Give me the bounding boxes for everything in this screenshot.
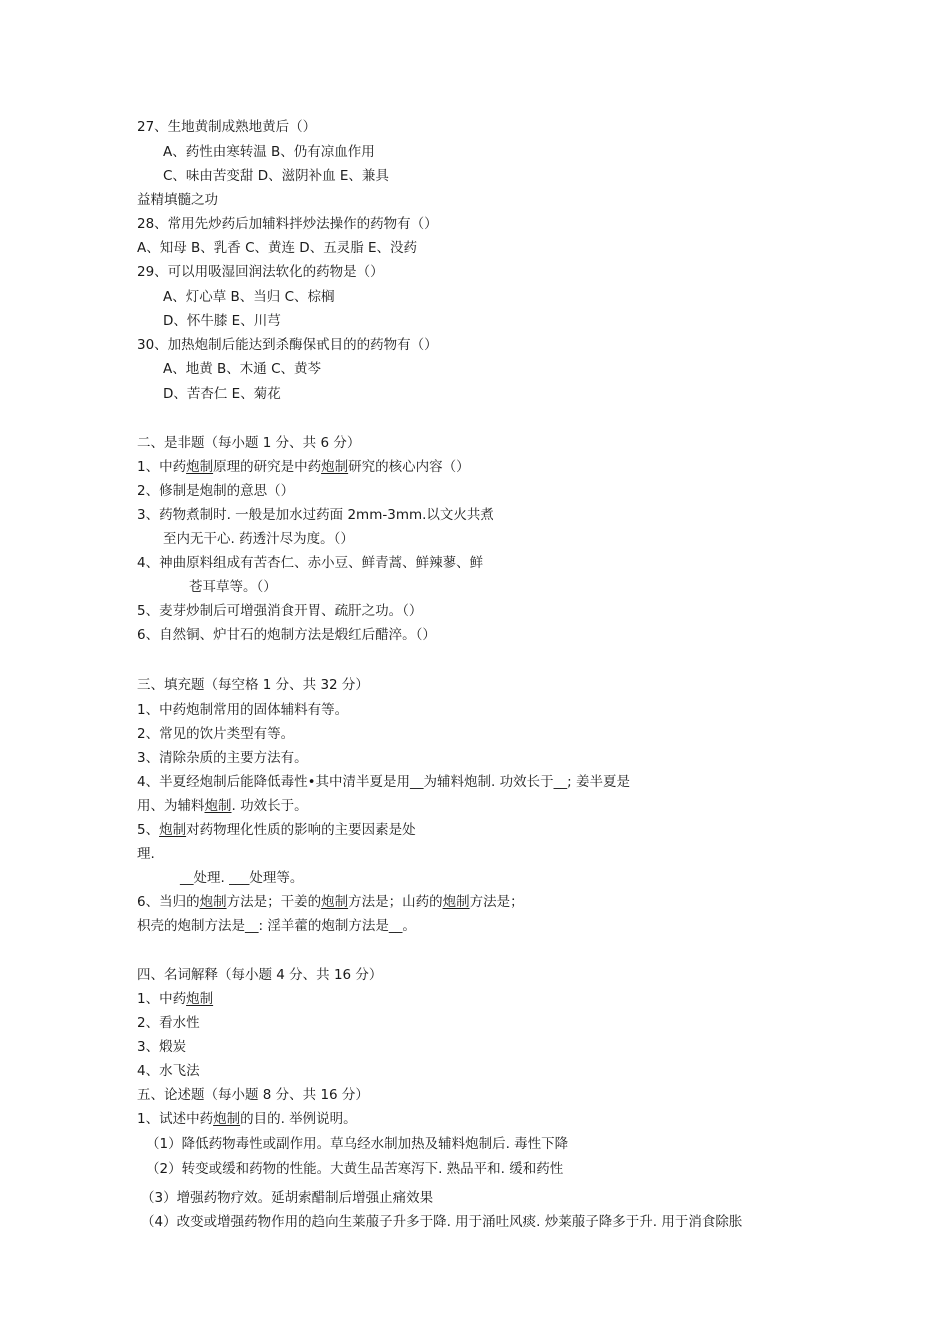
fill-blank-6: 6、当归的炮制方法是；干姜的炮制方法是；山药的炮制方法是； xyxy=(137,894,524,910)
question-27-options-cde: C、味由苦变甜 D、滋阴补血 E、兼具 xyxy=(163,168,389,184)
question-27-continuation: 益精填髓之功 xyxy=(137,192,218,208)
section-2-title: 二、是非题（每小题 1 分、共 6 分） xyxy=(137,435,361,451)
essay-1-point-3: （3）增强药物疗效。延胡索醋制后增强止痛效果 xyxy=(141,1190,434,1206)
essay-1: 1、试述中药炮制的目的. 举例说明。 xyxy=(137,1111,357,1127)
question-30-options-abc: A、地黄 B、木通 C、黄芩 xyxy=(163,361,322,377)
fill-blank-6-continuation: 枳壳的炮制方法是__: 淫羊藿的炮制方法是__。 xyxy=(137,918,416,934)
question-27-options-ab: A、药性由寒转温 B、仍有凉血作用 xyxy=(163,144,375,160)
question-29: 29、可以用吸湿回润法软化的药物是（） xyxy=(137,264,384,280)
fill-blank-4: 4、半夏经炮制后能降低毒性•其中清半夏是用__为辅料炮制. 功效长于__; 姜半夏是 xyxy=(137,774,630,790)
question-29-options-abc: A、灯心草 B、当归 C、棕榈 xyxy=(163,289,335,305)
fill-blank-5: 5、炮制对药物理化性质的影响的主要因素是处 xyxy=(137,822,416,838)
question-30-options-de: D、苦杏仁 E、菊花 xyxy=(163,386,281,402)
true-false-4-continuation: 苍耳草等。（） xyxy=(189,579,277,595)
question-30: 30、加热炮制后能达到杀酶保甙目的的药物有（） xyxy=(137,337,438,353)
fill-blank-1: 1、中药炮制常用的固体辅料有等。 xyxy=(137,702,349,718)
term-1: 1、中药炮制 xyxy=(137,991,214,1007)
essay-1-point-2: （2）转变或缓和药物的性能。大黄生品苦寒泻下. 熟品平和. 缓和药性 xyxy=(146,1161,564,1177)
section-3-title: 三、填充题（每空格 1 分、共 32 分） xyxy=(137,677,369,693)
true-false-6: 6、自然铜、炉甘石的炮制方法是煅红后醋淬。（） xyxy=(137,627,436,643)
fill-blank-4-continuation: 用、为辅料炮制. 功效长于。 xyxy=(137,798,308,814)
true-false-2: 2、修制是炮制的意思（） xyxy=(137,483,295,499)
question-28-options: A、知母 B、乳香 C、黄连 D、五灵脂 E、没药 xyxy=(137,240,418,256)
fill-blank-5-blanks: __处理. ___处理等。 xyxy=(180,870,304,886)
essay-1-point-1: （1）降低药物毒性或副作用。草乌经水制加热及辅料炮制后. 毒性下降 xyxy=(146,1136,569,1152)
true-false-1: 1、中药炮制原理的研究是中药炮制研究的核心内容（） xyxy=(137,459,470,475)
fill-blank-2: 2、常见的饮片类型有等。 xyxy=(137,726,295,742)
true-false-3-continuation: 至内无干心. 药透汁尽为度。（） xyxy=(163,531,354,547)
fill-blank-3: 3、清除杂质的主要方法有。 xyxy=(137,750,308,766)
question-27: 27、生地黄制成熟地黄后（） xyxy=(137,119,317,135)
fill-blank-5-continuation: 理. xyxy=(137,846,155,862)
essay-1-point-4: （4）改变或增强药物作用的趋向生莱菔子升多于降. 用于涌吐风痰. 炒莱菔子降多于升. 用于消食除胀 xyxy=(141,1214,743,1230)
question-29-options-de: D、怀牛膝 E、川芎 xyxy=(163,313,281,329)
question-28: 28、常用先炒药后加辅料拌炒法操作的药物有（） xyxy=(137,216,438,232)
true-false-5: 5、麦芽炒制后可增强消食开胃、疏肝之功。（） xyxy=(137,603,423,619)
true-false-4: 4、神曲原料组成有苦杏仁、赤小豆、鲜青蒿、鲜辣蓼、鲜 xyxy=(137,555,484,571)
term-3: 3、煅炭 xyxy=(137,1039,187,1055)
section-5-title: 五、论述题（每小题 8 分、共 16 分） xyxy=(137,1087,369,1103)
true-false-3: 3、药物煮制时. 一般是加水过药面 2mm-3mm.以文火共煮 xyxy=(137,507,494,523)
section-4-title: 四、名词解释（每小题 4 分、共 16 分） xyxy=(137,967,383,983)
term-2: 2、看水性 xyxy=(137,1015,200,1031)
term-4: 4、水飞法 xyxy=(137,1063,200,1079)
